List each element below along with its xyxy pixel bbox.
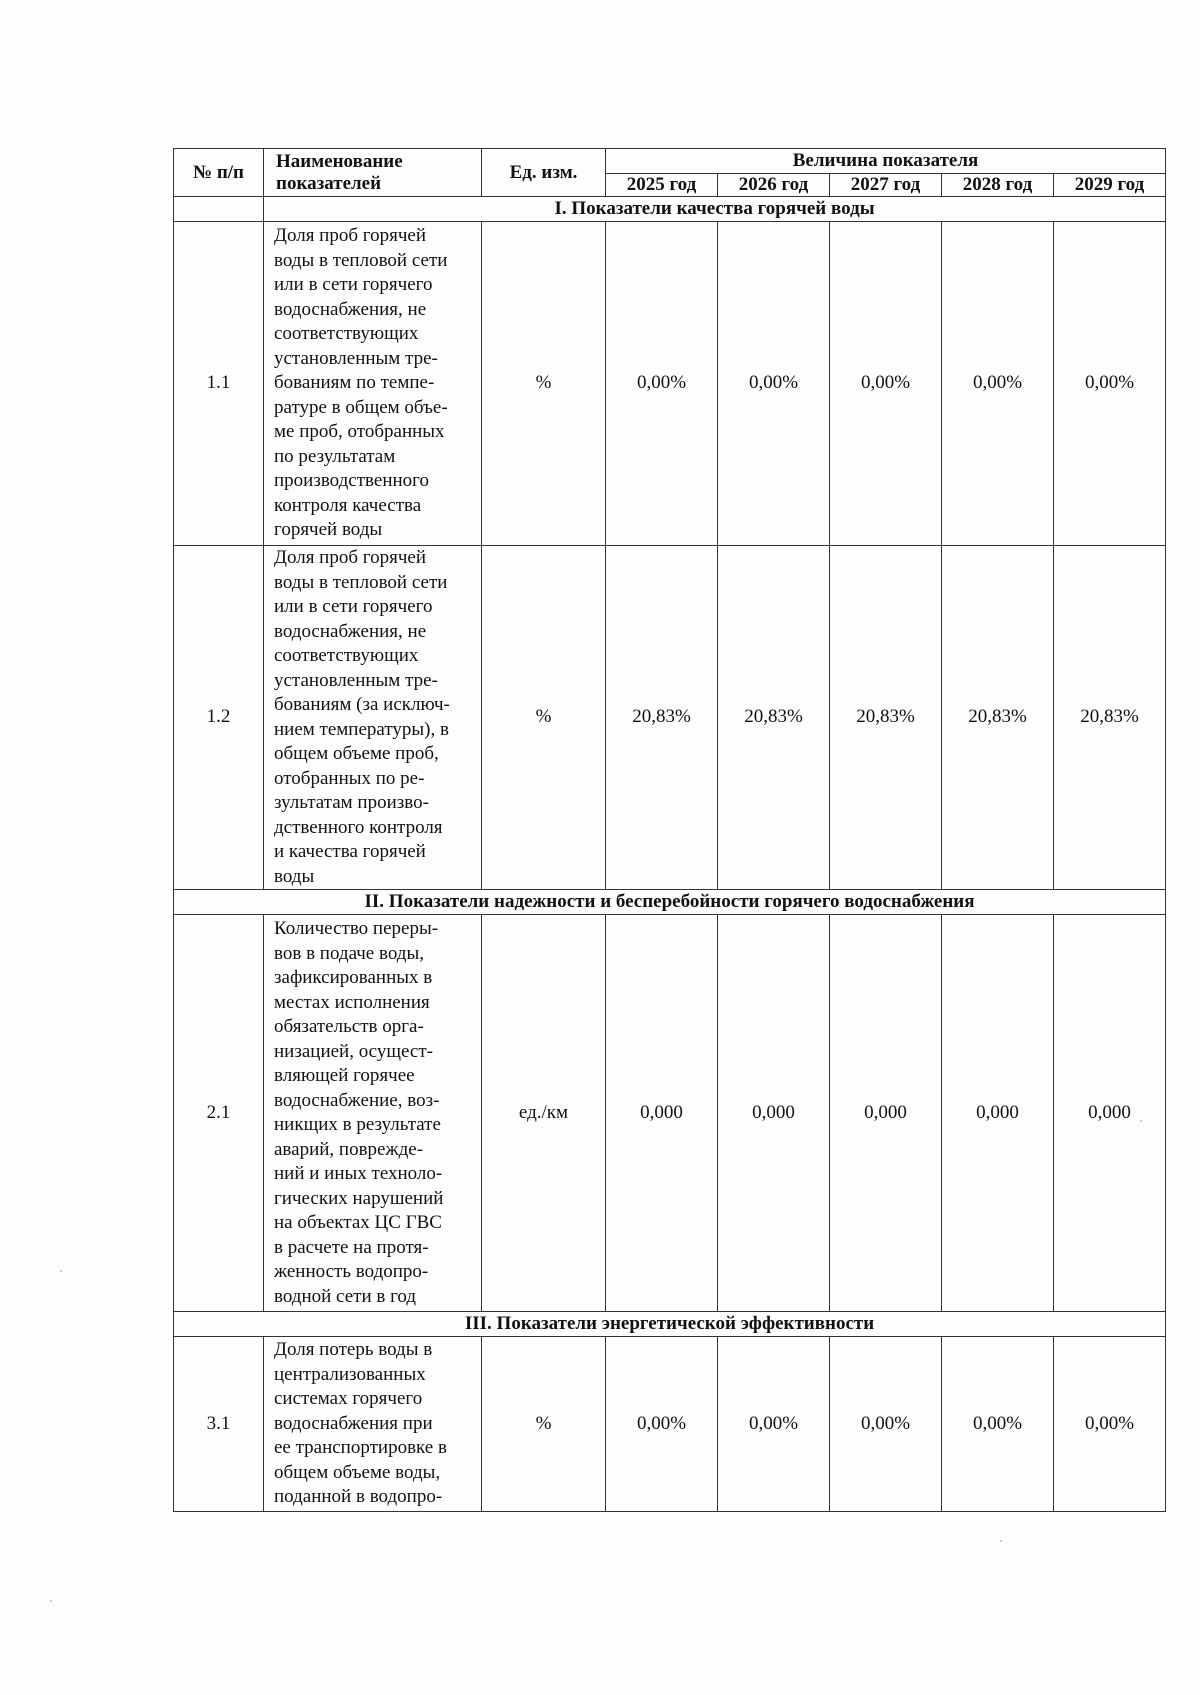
row-name-line: дственного контроля bbox=[274, 816, 443, 838]
row-number: 1.2 bbox=[174, 546, 264, 890]
row-value: 0,000 bbox=[1054, 915, 1166, 1312]
row-name-line: поданной в водопро- bbox=[274, 1486, 443, 1508]
row-value: 20,83% bbox=[718, 546, 830, 890]
row-name-line: общем объеме воды, bbox=[274, 1461, 441, 1483]
row-number: 1.1 bbox=[174, 222, 264, 546]
table-row bbox=[174, 222, 1166, 546]
row-name-line: бованиям (за исключ- bbox=[274, 694, 450, 715]
row-name-line: Доля проб горячей bbox=[274, 547, 426, 568]
section-spacer bbox=[174, 197, 264, 222]
header-value-group: Величина показателя bbox=[606, 149, 1166, 174]
header-year: 2028 год bbox=[942, 174, 1054, 197]
row-name-line: низацией, осущест- bbox=[274, 1040, 433, 1062]
row-name-line: водоснабжения, не bbox=[274, 298, 427, 320]
row-name-line: соответствующих bbox=[274, 645, 419, 666]
row-name-line: Доля потерь воды в bbox=[274, 1339, 433, 1361]
row-name-line: женность водопро- bbox=[274, 1261, 429, 1282]
table-row bbox=[174, 546, 1166, 890]
row-name bbox=[264, 222, 482, 546]
row-name-line: аварий, поврежде- bbox=[274, 1138, 424, 1160]
row-value: 0,00% bbox=[718, 222, 830, 546]
row-name-line: зафиксированных в bbox=[274, 967, 433, 988]
row-name-line: соответствующих bbox=[274, 323, 419, 345]
header-year: 2026 год bbox=[718, 174, 830, 197]
header-name-line: Наименование bbox=[276, 150, 403, 172]
header-year: 2027 год bbox=[830, 174, 942, 197]
row-value: 0,00% bbox=[606, 1337, 718, 1512]
row-value: 20,83% bbox=[830, 546, 942, 890]
row-name-line: бованиям по темпе- bbox=[274, 372, 435, 394]
row-name-line: производственного bbox=[274, 470, 429, 492]
row-name-line: по результатам bbox=[274, 445, 396, 467]
row-name-line: ратуре в общем объе- bbox=[274, 396, 448, 418]
row-value: 20,83% bbox=[1054, 546, 1166, 890]
row-value: 0,000 bbox=[718, 915, 830, 1312]
header-number: № п/п bbox=[174, 149, 264, 197]
row-name-line: отобранных по ре- bbox=[274, 767, 425, 789]
row-name-line: в расчете на протя- bbox=[274, 1236, 429, 1258]
row-value: 0,00% bbox=[1054, 222, 1166, 546]
row-name-line: системах горячего bbox=[274, 1388, 423, 1410]
row-name bbox=[264, 1337, 482, 1512]
row-name-line: зультатам произво- bbox=[274, 792, 429, 813]
header-year: 2025 год bbox=[606, 174, 718, 197]
row-name-line: вляющей горячее bbox=[274, 1065, 415, 1086]
row-value: 0,00% bbox=[830, 1337, 942, 1512]
row-name bbox=[264, 915, 482, 1312]
row-name-line: или в сети горячего bbox=[274, 274, 433, 296]
scan-speck bbox=[60, 1270, 62, 1272]
row-value: 0,000 bbox=[830, 915, 942, 1312]
row-name-line: ее транспортировке в bbox=[274, 1437, 447, 1459]
row-name-line: гических нарушений bbox=[274, 1187, 444, 1209]
header-unit: Ед. изм. bbox=[482, 149, 606, 197]
row-name-line: вов в подаче воды, bbox=[274, 942, 424, 964]
row-number: 3.1 bbox=[174, 1337, 264, 1512]
row-name-line: централизованных bbox=[274, 1363, 426, 1385]
row-name-line: местах исполнения bbox=[274, 991, 430, 1013]
section-title: I. Показатели качества горячей воды bbox=[264, 197, 1166, 222]
row-name-line: и качества горячей bbox=[274, 841, 426, 862]
row-name-line: контроля качества bbox=[274, 494, 422, 516]
row-name-line: или в сети горячего bbox=[274, 596, 433, 617]
row-name-line: Количество переры- bbox=[274, 918, 439, 939]
row-name-line: водоснабжение, воз- bbox=[274, 1089, 440, 1111]
row-unit: ед./км bbox=[482, 915, 606, 1312]
scan-speck bbox=[50, 1600, 52, 1602]
row-value: 0,00% bbox=[718, 1337, 830, 1512]
row-name-line: обязательств орга- bbox=[274, 1016, 424, 1037]
row-name-line: воды в тепловой сети bbox=[274, 249, 448, 271]
row-number: 2.1 bbox=[174, 915, 264, 1312]
row-name bbox=[264, 546, 482, 890]
row-value: 0,00% bbox=[942, 222, 1054, 546]
header-name-line: показателей bbox=[276, 172, 382, 194]
row-unit: % bbox=[482, 222, 606, 546]
row-name-line: на объектах ЦС ГВС bbox=[274, 1212, 442, 1233]
row-value: 0,000 bbox=[606, 915, 718, 1312]
row-name-line: водоснабжения, не bbox=[274, 620, 427, 642]
row-name-line: общем объеме проб, bbox=[274, 743, 439, 764]
row-value: 0,00% bbox=[942, 1337, 1054, 1512]
row-value: 20,83% bbox=[942, 546, 1054, 890]
row-value: 0,00% bbox=[1054, 1337, 1166, 1512]
row-unit: % bbox=[482, 546, 606, 890]
header-year: 2029 год bbox=[1054, 174, 1166, 197]
row-value: 0,00% bbox=[830, 222, 942, 546]
table-row bbox=[174, 1337, 1166, 1512]
row-value: 0,00% bbox=[606, 222, 718, 546]
indicators-table bbox=[173, 148, 1166, 1512]
row-name-line: водоснабжения при bbox=[274, 1412, 433, 1434]
row-value: 20,83% bbox=[606, 546, 718, 890]
row-name-line: Доля проб горячей bbox=[274, 225, 426, 247]
row-name-line: ме проб, отобранных bbox=[274, 421, 445, 443]
row-name-line: воды bbox=[274, 865, 315, 887]
section-title: III. Показатели энергетической эффективности bbox=[174, 1312, 1166, 1337]
row-name-line: горячей воды bbox=[274, 519, 383, 541]
table-row bbox=[174, 915, 1166, 1312]
row-name-line: никщих в результате bbox=[274, 1114, 441, 1135]
row-name-line: воды в тепловой сети bbox=[274, 571, 448, 593]
header-name bbox=[264, 149, 482, 197]
row-value: 0,000 bbox=[942, 915, 1054, 1312]
row-name-line: установленным тре- bbox=[274, 347, 438, 369]
row-name-line: нием температуры), в bbox=[274, 718, 449, 740]
row-name-line: установленным тре- bbox=[274, 669, 438, 691]
row-name-line: ний и иных техноло- bbox=[274, 1163, 443, 1184]
row-unit: % bbox=[482, 1337, 606, 1512]
scan-speck bbox=[1000, 1540, 1002, 1542]
section-title: II. Показатели надежности и бесперебойности горячего водоснабжения bbox=[174, 890, 1166, 915]
row-name-line: водной сети в год bbox=[274, 1285, 417, 1307]
